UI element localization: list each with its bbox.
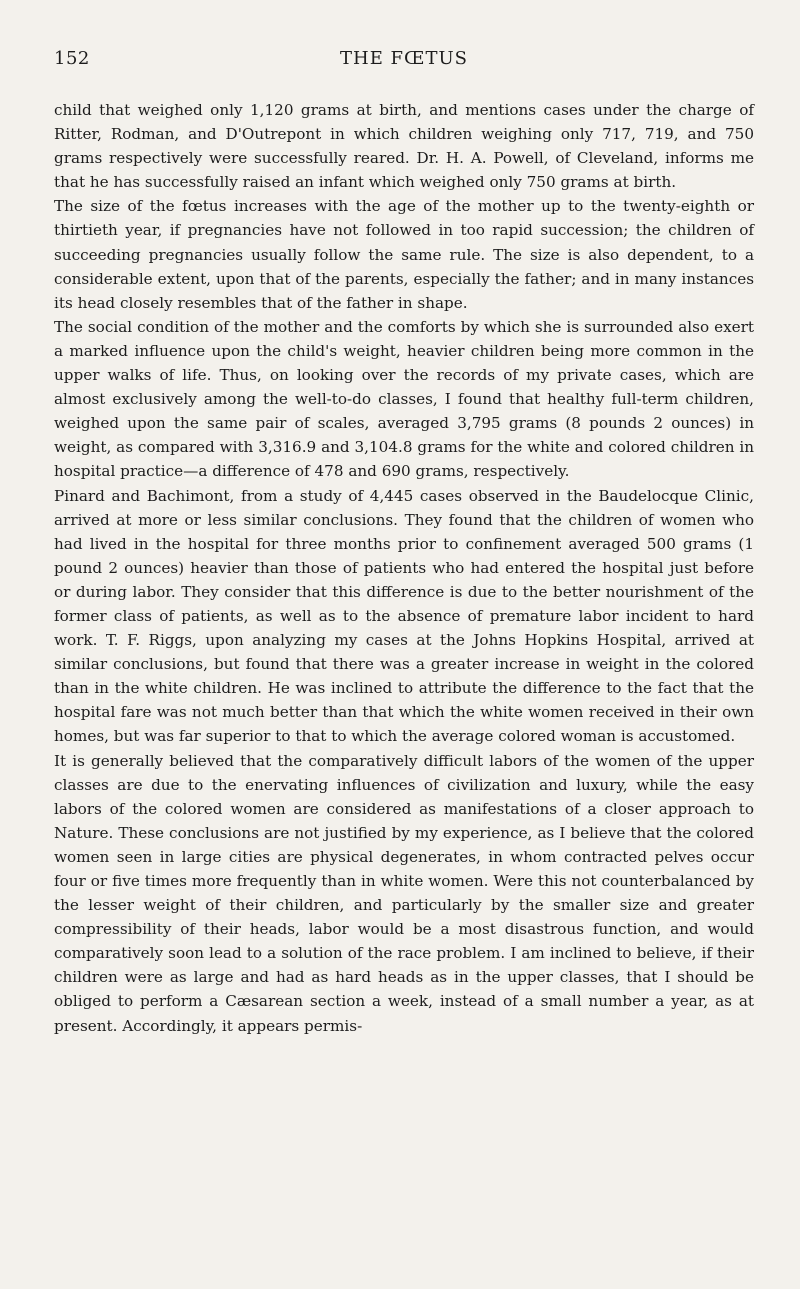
paragraph-pinard-bachimont: Pinard and Bachimont, from a study of 4,445 cases observed in the Baudelocque Clinic, arrived at more or less similar conclusions. They found that the children of women who had lived in the hospital for three months prior to confinement averaged 500 grams (1 pound 2 ounces) heavier than those of patients who had entered the hospital just before or during labor. They consider that this difference is due to the better nourishment of the former class of patients, as well as to the absence of premature labor incident to hard work. T. F. Riggs, upon analyzing my cases at the Johns Hopkins Hospital, arrived at similar conclusions, but found that there was a greater increase in weight in the colored than in the white children. He was inclined to attribute the difference to the fact that the hospital fare was not much better than that which the white women received in their own homes, but was far superior to that to which the average colored woman is accustomed.	[54, 486, 754, 746]
paragraph-difficult-labors: It is generally believed that the comparatively difficult labors of the women of the upper classes are due to the enervating influences of civilization and luxury, while the easy labors of the colored women are considered as manifestations of a closer approach to Nature. These conclusions are not justified by my experience, as I believe that the colored women seen in large cities are physical degenerates, in whom contracted pelves occur four or five times more frequently than in white women. Were this not counterbalanced by the lesser weight of their children, and particularly by the smaller size and greater compressibility of their heads, labor would be a most disastrous function, and would comparatively soon lead to a solution of the race problem. I am inclined to believe, if their children were as large and had as hard heads as in the upper classes, that I should be obliged to perform a Cæsarean section a week, instead of a small number a year, as at present. Accordingly, it appears permis-	[54, 751, 754, 1035]
paragraph-size-and-mother-age: The size of the fœtus increases with the age of the mother up to the twenty-eighth or thirtieth year, if pregnancies have not followed in too rapid succession; the children of succeeding pregnancies usually follow the same rule. The size is also dependent, to a considerable extent, upon that of the parents, especially the father; and in many instances its head closely resembles that of the father in shape.	[54, 197, 754, 312]
paragraph-continued-birth-weights: child that weighed only 1,120 grams at birth, and mentions cases under the charge of Ritter, Rodman, and D'Outrepont in which children weighing only 717, 719, and 750 grams respectively were successfully reared. Dr. H. A. Powell, of Cleveland, informs me that he has successfully raised an infant which weighed only 750 grams at birth.	[54, 101, 754, 192]
paragraph-social-condition: The social condition of the mother and the comforts by which she is surrounded also exert a marked influence upon the child's weight, heavier children being more common in the upper walks of life. Thus, on looking over the records of my private cases, which are almost exclusively among the well-to-do classes, I found that healthy full-term children, weighed upon the same pair of scales, averaged 3,795 grams (8 pounds 2 ounces) in weight, as compared with 3,316.9 and 3,104.8 grams for the white and colored children in hospital practice—a difference of 478 and 690 grams, respectively.	[54, 317, 754, 481]
running-title: THE FŒTUS	[339, 48, 469, 69]
page-number: 152	[54, 48, 90, 69]
body-text	[54, 98, 754, 1038]
running-head	[54, 48, 754, 72]
